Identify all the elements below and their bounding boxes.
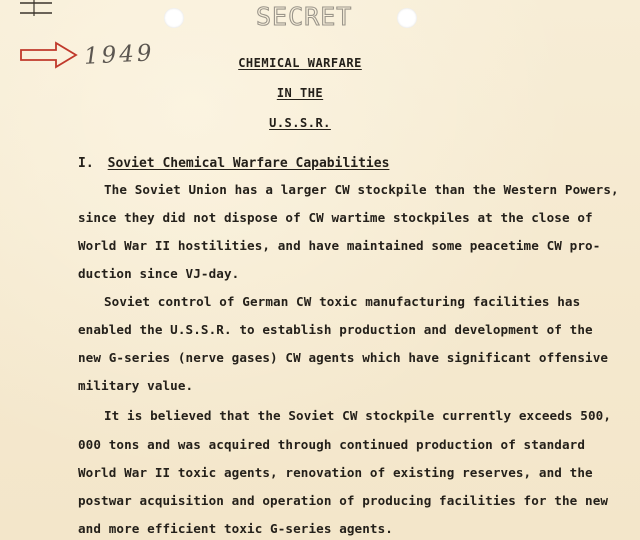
- paragraph-3-line-1: It is believed that the Soviet CW stockpile currently exceeds 500,: [104, 408, 612, 423]
- punch-hole-right: [397, 8, 417, 28]
- paragraph-1-line-1: The Soviet Union has a larger CW stockpile than the Western Powers,: [104, 182, 619, 197]
- section-heading: [78, 156, 389, 171]
- section-number: I.: [78, 156, 94, 171]
- paragraph-1-line-3: World War II hostilities, and have maintained some peacetime CW pro-: [78, 238, 601, 253]
- paragraph-2-line-2: enabled the U.S.S.R. to establish production and development of the: [78, 322, 593, 337]
- paragraph-2-line-4: military value.: [78, 378, 194, 393]
- paragraph-2-line-3: new G-series (nerve gases) CW agents which have significant offensive: [78, 350, 609, 365]
- handwritten-year: 1949: [83, 40, 156, 70]
- title-line-1: CHEMICAL WARFARE: [238, 56, 362, 70]
- paragraph-3-line-4: postwar acquisition and operation of producing facilities for the new: [78, 493, 609, 508]
- paragraph-3-line-3: World War II toxic agents, renovation of existing reserves, and the: [78, 465, 593, 480]
- secret-stamp: SECRET: [256, 2, 353, 31]
- paragraph-1-line-4: duction since VJ-day.: [78, 266, 240, 281]
- punch-hole-left: [164, 8, 184, 28]
- section-title: Soviet Chemical Warfare Capabilities: [107, 156, 390, 171]
- title-line-2: IN THE: [276, 86, 324, 100]
- paragraph-2-line-1: Soviet control of German CW toxic manufacturing facilities has: [104, 294, 581, 309]
- paragraph-3-line-5: and more efficient toxic G-series agents.: [78, 521, 393, 536]
- paragraph-3-line-2: 000 tons and was acquired through continued production of standard: [78, 437, 586, 452]
- corner-marks: [18, 0, 54, 18]
- title-line-3: U.S.S.R.: [269, 116, 331, 130]
- paragraph-1-line-2: since they did not dispose of CW wartime stockpiles at the close of: [78, 210, 593, 225]
